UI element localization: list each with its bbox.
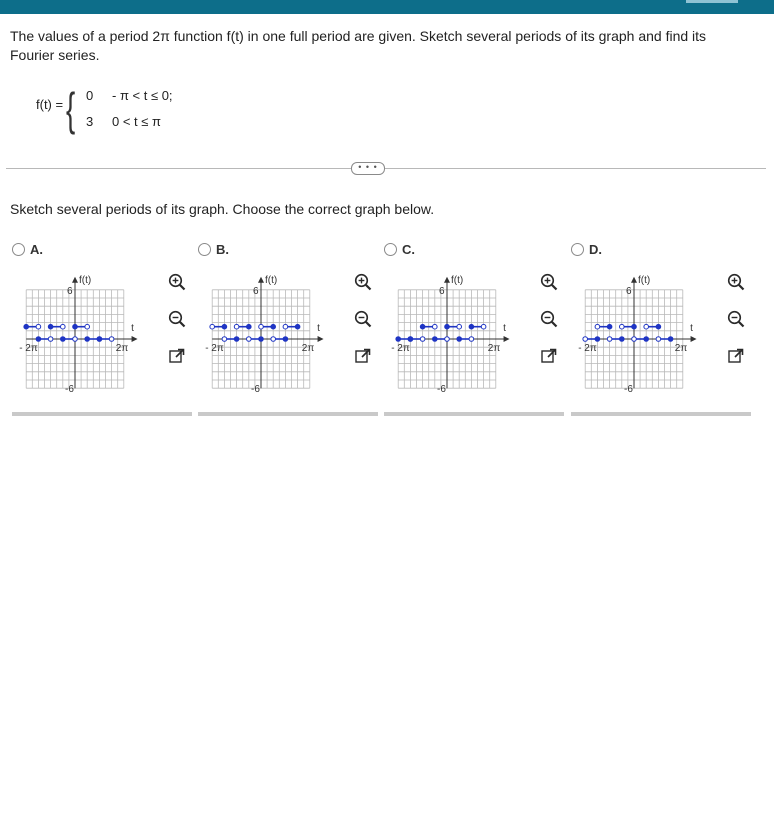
option-letter: A. (30, 242, 43, 257)
y-tick-bottom: -6 (251, 384, 260, 395)
closed-endpoint (396, 337, 401, 342)
open-endpoint (595, 324, 600, 329)
open-endpoint (48, 337, 53, 342)
y-axis-arrow (72, 277, 78, 283)
case-1-value: 0 (86, 88, 94, 103)
problem-statement: The values of a period 2π function f(t) in one full period are given. Sketch several periods of its graph and find its Fourier series. (10, 28, 707, 63)
top-header-bar (0, 0, 774, 14)
open-endpoint (36, 324, 41, 329)
open-endpoint (445, 337, 450, 342)
closed-endpoint (433, 337, 438, 342)
open-endpoint (73, 337, 78, 342)
open-endpoint (632, 337, 637, 342)
open-endpoint (583, 337, 588, 342)
y-tick-bottom: -6 (437, 384, 446, 395)
open-endpoint (271, 337, 276, 342)
open-endpoint (210, 324, 215, 329)
option-radio[interactable] (571, 243, 584, 256)
open-endpoint (85, 324, 90, 329)
zoom-in-icon[interactable] (167, 272, 187, 292)
closed-endpoint (656, 324, 661, 329)
closed-endpoint (283, 337, 288, 342)
expand-icon[interactable] (353, 346, 373, 366)
closed-endpoint (36, 337, 41, 342)
closed-endpoint (247, 324, 252, 329)
x-tick-right: 2π (487, 343, 501, 354)
open-endpoint (283, 324, 288, 329)
zoom-out-icon[interactable] (353, 309, 373, 329)
y-tick-top: 6 (626, 285, 632, 297)
option-underline (12, 412, 192, 416)
expand-icon[interactable] (167, 346, 187, 366)
open-endpoint (247, 337, 252, 342)
option-letter: C. (402, 242, 415, 257)
open-endpoint (620, 324, 625, 329)
closed-endpoint (668, 337, 673, 342)
closed-endpoint (469, 324, 474, 329)
option-radio[interactable] (12, 243, 25, 256)
x-axis-label: t (317, 323, 320, 334)
closed-endpoint (644, 337, 649, 342)
open-endpoint (607, 337, 612, 342)
graph (571, 265, 731, 395)
closed-endpoint (607, 324, 612, 329)
open-endpoint (481, 324, 486, 329)
zoom-out-icon[interactable] (167, 309, 187, 329)
option-radio[interactable] (198, 243, 211, 256)
option-underline (198, 412, 378, 416)
graph (198, 265, 358, 395)
closed-endpoint (73, 324, 78, 329)
open-endpoint (656, 337, 661, 342)
function-label: f(t) = (36, 97, 64, 112)
closed-endpoint (259, 337, 264, 342)
closed-endpoint (97, 337, 102, 342)
x-tick-right: 2π (115, 343, 129, 354)
option-a[interactable] (12, 243, 198, 423)
closed-endpoint (222, 324, 227, 329)
zoom-in-icon[interactable] (353, 272, 373, 292)
closed-endpoint (620, 337, 625, 342)
closed-endpoint (48, 324, 53, 329)
x-tick-left: - 2π (205, 343, 224, 354)
y-axis-arrow (444, 277, 450, 283)
open-endpoint (109, 337, 114, 342)
open-endpoint (61, 324, 66, 329)
x-tick-right: 2π (301, 343, 315, 354)
option-d[interactable] (571, 243, 757, 423)
y-tick-top: 6 (67, 285, 73, 297)
y-axis-label: f(t) (265, 274, 278, 286)
option-c[interactable] (384, 243, 570, 423)
zoom-out-icon[interactable] (726, 309, 746, 329)
section-divider (6, 168, 766, 169)
case-2-value: 3 (86, 114, 94, 129)
open-endpoint (420, 337, 425, 342)
more-button[interactable]: • • • (351, 162, 385, 175)
piecewise-brace: { (66, 83, 76, 135)
x-tick-right: 2π (674, 343, 688, 354)
y-axis-arrow (258, 277, 264, 283)
y-axis-arrow (631, 277, 637, 283)
case-2-condition: 0 < t ≤ π (112, 114, 161, 129)
closed-endpoint (420, 324, 425, 329)
open-endpoint (433, 324, 438, 329)
zoom-out-icon[interactable] (539, 309, 559, 329)
closed-endpoint (85, 337, 90, 342)
open-endpoint (644, 324, 649, 329)
option-letter: D. (589, 242, 602, 257)
x-tick-left: - 2π (391, 343, 410, 354)
closed-endpoint (234, 337, 239, 342)
y-tick-top: 6 (439, 285, 445, 297)
option-letter: B. (216, 242, 229, 257)
y-axis-label: f(t) (79, 274, 92, 286)
x-axis-label: t (131, 323, 134, 334)
option-underline (384, 412, 564, 416)
option-radio[interactable] (384, 243, 397, 256)
case-1-condition: - π < t ≤ 0; (112, 88, 173, 103)
x-axis-arrow (504, 336, 510, 342)
closed-endpoint (595, 337, 600, 342)
y-tick-bottom: -6 (624, 384, 633, 395)
open-endpoint (469, 337, 474, 342)
zoom-in-icon[interactable] (539, 272, 559, 292)
x-axis-arrow (132, 336, 138, 342)
x-tick-left: - 2π (19, 343, 38, 354)
header-tab-indicator (686, 0, 738, 3)
option-underline (571, 412, 751, 416)
option-b[interactable] (198, 243, 384, 423)
expand-icon[interactable] (539, 346, 559, 366)
zoom-in-icon[interactable] (726, 272, 746, 292)
open-endpoint (457, 324, 462, 329)
closed-endpoint (61, 337, 66, 342)
x-axis-arrow (691, 336, 697, 342)
open-endpoint (222, 337, 227, 342)
y-tick-bottom: -6 (65, 384, 74, 395)
x-axis-label: t (503, 323, 506, 334)
graph (12, 265, 172, 395)
closed-endpoint (632, 324, 637, 329)
closed-endpoint (295, 324, 300, 329)
x-tick-left: - 2π (578, 343, 597, 354)
closed-endpoint (445, 324, 450, 329)
open-endpoint (259, 324, 264, 329)
closed-endpoint (24, 324, 29, 329)
y-axis-label: f(t) (451, 274, 464, 286)
open-endpoint (234, 324, 239, 329)
closed-endpoint (271, 324, 276, 329)
closed-endpoint (408, 337, 413, 342)
y-axis-label: f(t) (638, 274, 651, 286)
expand-icon[interactable] (726, 346, 746, 366)
x-axis-arrow (318, 336, 324, 342)
x-axis-label: t (690, 323, 693, 334)
instruction-text: Sketch several periods of its graph. Choose the correct graph below. (10, 201, 435, 217)
closed-endpoint (457, 337, 462, 342)
graph (384, 265, 544, 395)
y-tick-top: 6 (253, 285, 259, 297)
